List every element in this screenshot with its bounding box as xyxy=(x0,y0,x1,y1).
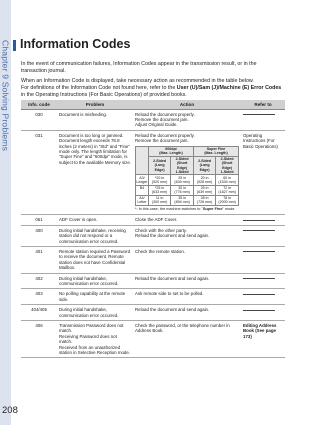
cell-problem: During initial handshake, communication error occurred. xyxy=(57,305,133,321)
cell-ref xyxy=(241,215,285,225)
mini-size: B4 xyxy=(136,185,149,195)
cell-code: 403 xyxy=(21,289,57,305)
cell-ref xyxy=(241,273,285,289)
header-ref: Refer to xyxy=(241,100,285,109)
cell-code: 061 xyxy=(21,215,57,225)
mini-value: 25 in (639 mm) xyxy=(193,185,215,195)
table-row xyxy=(21,289,285,305)
mini-header-600dpi: 600dpi (Max. Length) xyxy=(148,146,193,156)
mini-sub-short: 2-Sided (Short Edge) 1-Sided xyxy=(171,156,194,175)
cell-code: 400 xyxy=(21,225,57,246)
cell-problem: Document is too long or jammed. Document length exceeds 78.8 inches (2 meters) in "Std" and "Fine" mode only. The length limitation for "Super Fine" and "600dpi" mode, is subject to the available Memory size. xyxy=(57,130,133,215)
cell-problem: During initial handshake, communication error occurred. xyxy=(57,273,133,289)
intro-text-a: When an Information Code is displayed, take necessary action as recommended in the table below. xyxy=(21,78,254,84)
intro-bold-ref: User (U)/Sam (J)/Machine (E) Error Codes xyxy=(176,85,282,91)
page-title: Information Codes xyxy=(20,37,131,51)
mini-value: 11 in (300 mm) xyxy=(148,195,170,205)
table-row xyxy=(21,246,285,273)
header-action: Action xyxy=(133,100,241,109)
chapter-side-label: Chapter 9 Solving Problems xyxy=(0,40,11,152)
table-row xyxy=(21,225,285,246)
cell-problem: No polling capability at the remote side. xyxy=(57,289,133,305)
table-row xyxy=(21,215,285,225)
header-problem: Problem xyxy=(57,100,133,109)
cell-ref xyxy=(241,305,285,321)
cell-problem: Transmission Password does not match. Receiving Password does not match. Received from an unauthorized station in Selective Reception mode. xyxy=(57,320,133,357)
cell-problem: Remote station required a Password to receive the document. Remote station does not have Confidential Mailbox. xyxy=(57,246,133,273)
mini-value: *20 in (520 mm) xyxy=(148,175,170,185)
info-codes-table xyxy=(21,100,285,358)
table-row xyxy=(21,305,285,321)
cell-action: Check the password, or the telephone number in Address Book. xyxy=(133,320,241,357)
no-ref-dash xyxy=(243,294,275,295)
mini-value: 78 in (2000 mm) xyxy=(216,195,239,205)
intro-paragraph-2 xyxy=(21,78,283,99)
no-ref-dash xyxy=(243,220,275,221)
mini-size: A3/ Ledger xyxy=(136,175,148,184)
no-ref-dash xyxy=(243,278,275,279)
mini-row xyxy=(136,185,239,195)
mini-sub-long: 2-Sided (Long Edge) xyxy=(193,156,215,175)
cell-action-text: Reload the document properly. Remove the document jam. xyxy=(135,132,195,144)
page-number: 208 xyxy=(2,405,18,416)
cell-action: Reload the document and send again. xyxy=(133,305,241,321)
cell-ref: Operating Instructions (For Basic Operations) xyxy=(241,130,285,215)
cell-ref xyxy=(241,225,285,246)
mini-value: 72 in (1827 mm) xyxy=(216,185,239,195)
intro-paragraph-1: In the event of communication failures, Information Codes appear in the transmission result, or in the transaction journal. xyxy=(21,61,257,74)
cell-action: Check with the other party. Reload the document and send again. xyxy=(133,225,241,246)
max-length-table xyxy=(135,146,239,206)
mini-header-superfine: Super Fine (Max. Length) xyxy=(193,146,238,156)
cell-problem: ADF Cover is open. xyxy=(57,215,133,225)
mini-value: 35 in (894 mm) xyxy=(171,195,194,205)
cell-code: 402 xyxy=(21,273,57,289)
cell-ref-link[interactable]: Editing Address Book (See page 173) xyxy=(241,320,285,357)
intro-text-c: in the Operating Instructions (For Basic Operations) of provided books. xyxy=(21,92,187,98)
cell-ref xyxy=(241,246,285,273)
no-ref-dash xyxy=(243,114,275,115)
table-row xyxy=(21,320,285,357)
mini-note-b: " mode. xyxy=(222,206,236,211)
title-accent-bar xyxy=(13,40,16,51)
mini-footnote xyxy=(135,207,239,212)
mini-corner xyxy=(136,146,149,175)
cell-problem: Document is misfeeding. xyxy=(57,109,133,130)
cell-problem: During initial handshake, receiving station did not respond or a communication error occurred. xyxy=(57,225,133,246)
cell-action xyxy=(133,130,241,215)
mini-value: 28 in (726 mm) xyxy=(193,195,215,205)
mini-note-bold: Super Fine xyxy=(202,206,223,211)
mini-sub-short: 2-Sided (Short Edge) 1-Sided xyxy=(216,156,239,175)
cell-code: 401 xyxy=(21,246,57,273)
cell-ref xyxy=(241,109,285,130)
table-row xyxy=(21,273,285,289)
no-ref-dash xyxy=(243,230,275,231)
mini-sub-long: 2-Sided (Long Edge) xyxy=(148,156,170,175)
mini-value: 25 in (639 mm) xyxy=(171,175,194,185)
intro-text-b: For definitions of the Information Code not found here, refer to the xyxy=(21,85,177,91)
cell-ref xyxy=(241,289,285,305)
table-header-row xyxy=(21,100,285,109)
cell-action: Reload the document properly. Remove the document jam. Adjust Original Guide. xyxy=(133,109,241,130)
cell-code: 406 xyxy=(21,320,57,357)
mini-row xyxy=(136,175,239,185)
cell-action: Close the ADF Cover. xyxy=(133,215,241,225)
header-code: Info. code xyxy=(21,100,57,109)
table-row xyxy=(21,109,285,130)
cell-action: Ask remote side to set to be polled. xyxy=(133,289,241,305)
no-ref-dash xyxy=(243,251,275,252)
cell-code: 404/405 xyxy=(21,305,57,321)
mini-value: 60 in (1534 mm) xyxy=(216,175,239,185)
mini-value: 20 in (528 mm) xyxy=(193,175,215,185)
cell-code: 031 xyxy=(21,130,57,215)
mini-value: 30 in (776 mm) xyxy=(171,185,194,195)
no-ref-dash xyxy=(243,310,275,311)
mini-row xyxy=(136,195,239,205)
mini-value: *25 in (633 mm) xyxy=(148,185,170,195)
mini-size: A4/ Letter xyxy=(137,196,147,205)
mini-note-a: *: In this case, the machine switches to " xyxy=(135,206,203,211)
cell-action: Reload the document and send again. xyxy=(133,273,241,289)
table-row xyxy=(21,130,285,215)
cell-code: 030 xyxy=(21,109,57,130)
cell-action: Check the remote station. xyxy=(133,246,241,273)
